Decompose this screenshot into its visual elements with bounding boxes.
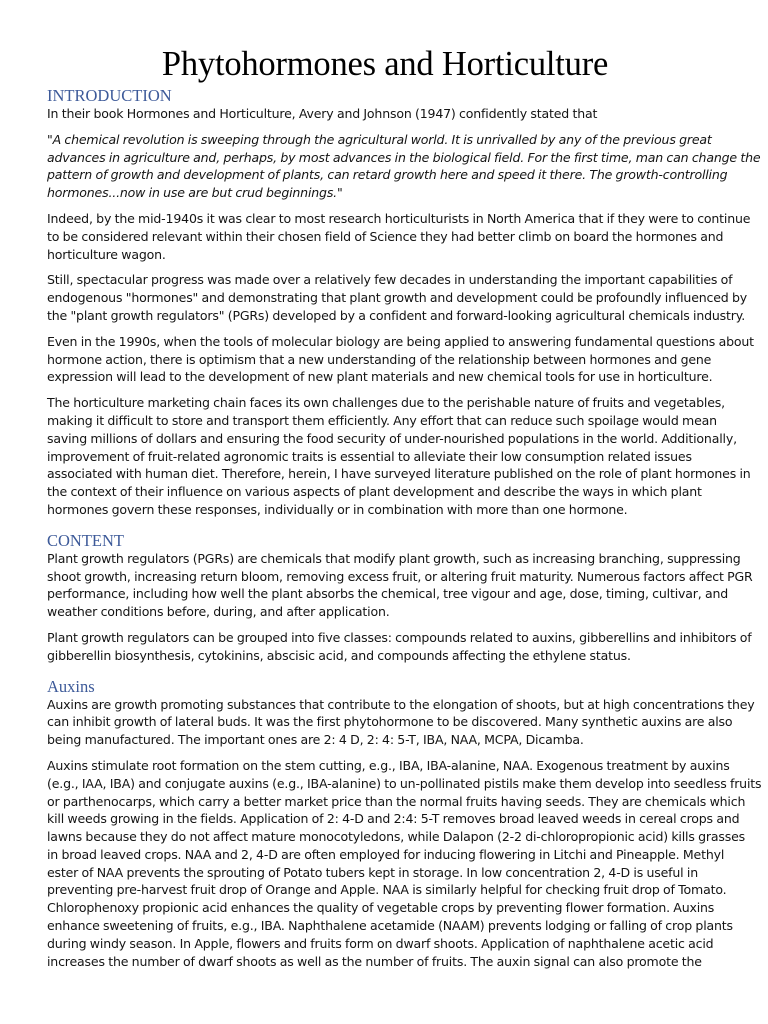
text-line: advances in agriculture and, perhaps, by most advances in the biological field. For the first time, man can change the	[47, 149, 761, 165]
text-line: enhance sweetening of fruits, e.g., IBA. Naphthalene acetamide (NAAM) prevents lodging or falling of crop plants	[47, 918, 733, 934]
text-line: increases the number of dwarf shoots as well as the number of fruits. The auxin signal can also promote the	[47, 953, 702, 969]
section-heading-auxins: Auxins	[47, 676, 95, 696]
text-line: The horticulture marketing chain faces its own challenges due to the perishable nature of fruits and vegetables,	[47, 395, 725, 411]
text-line: Indeed, by the mid-1940s it was clear to most research horticulturists in North America that if they were to continue	[47, 210, 751, 226]
content-paragraph-1	[47, 550, 753, 621]
text-line: horticulture wagon.	[47, 246, 166, 262]
text-line: the "plant growth regulators" (PGRs) developed by a confident and forward-looking agricultural chemicals industry.	[47, 307, 746, 323]
intro-paragraph-4	[47, 394, 751, 519]
text-line: lawns because they do not affect mature monocotyledons, while Dalapon (2-2 di-chloropropionic acid) kills grasses	[47, 829, 745, 845]
section-heading-introduction: INTRODUCTION	[47, 86, 172, 105]
intro-lead-paragraph	[47, 105, 723, 123]
text-line: expression will lead to the development of new plant materials and new chemical tools for use in horticulture.	[47, 369, 713, 385]
intro-paragraph-2	[47, 271, 747, 324]
content-paragraph-2	[47, 629, 752, 665]
text-line: hormones govern these responses, individually or in combination with more than one hormone.	[47, 501, 628, 517]
text-line: weather conditions before, during, and after application.	[47, 604, 390, 620]
text-line: hormone action, there is optimism that a new understanding of the relationship between hormones and gene	[47, 351, 712, 367]
text-line: hormones...now in use are but crud beginnings."	[47, 185, 343, 201]
text-line: or parthenocarps, which carry a better market price than the normal fruits having seeds. They are chemicals which	[47, 793, 746, 809]
intro-paragraph-1	[47, 210, 751, 263]
text-line: ester of NAA prevents the sprouting of Potato tubers kept in storage. In low concentration 2, 4-D is useful in	[47, 864, 698, 880]
section-heading-content: CONTENT	[47, 530, 124, 550]
text-line: being manufactured. The important ones are 2: 4 D, 2: 4: 5-T, IBA, NAA, MCPA, Dicamba.	[47, 732, 584, 748]
text-line: the context of their influence on various aspects of plant development and describe the ways in which plant	[47, 484, 702, 500]
text-line: preventing pre-harvest fruit drop of Orange and Apple. NAA is similarly helpful for checking fruit drop of Tomato.	[47, 882, 727, 898]
text-line: pattern of growth and development of plants, can retard growth here and speed it there. The growth-controlling	[47, 167, 728, 183]
text-line: Plant growth regulators (PGRs) are chemicals that modify plant growth, such as increasing branching, suppressing	[47, 550, 741, 566]
text-line: Auxins are growth promoting substances that contribute to the elongation of shoots, but at high concentrations they	[47, 696, 755, 712]
text-line: Even in the 1990s, when the tools of molecular biology are being applied to answering fundamental questions about	[47, 333, 754, 349]
document-title: Phytohormones and Horticulture	[161, 45, 609, 83]
text-line: In their book Hormones and Horticulture, Avery and Johnson (1947) confidently stated that	[47, 106, 598, 121]
text-line: saving millions of dollars and ensuring the food security of under-nourished populations in the world. Additionally,	[47, 430, 737, 446]
text-line: Chlorophenoxy propionic acid enhances the quality of vegetable crops by preventing flower formation. Auxins	[47, 900, 715, 916]
text-line: "A chemical revolution is sweeping through the agricultural world. It is unrivalled by any of the previous great	[47, 131, 712, 147]
text-line: (e.g., IAA, IBA) and conjugate auxins (e.g., IBA-alanine) to un-pollinated pistils make them develop into seedless fruits	[47, 775, 762, 791]
text-line: gibberellin biosynthesis, cytokinins, abscisic acid, and compounds affecting the ethylene status.	[47, 647, 631, 663]
text-line: to be considered relevant within their chosen field of Science they had better climb on board the hormones and	[47, 228, 724, 244]
auxins-paragraph-2	[47, 757, 762, 971]
intro-paragraph-3	[47, 333, 754, 386]
text-line: endogenous "hormones" and demonstrating that plant growth and development could be profoundly influenced by	[47, 290, 747, 306]
text-line: associated with human diet. Therefore, herein, I have surveyed literature published on the role of plant hormones in	[47, 466, 751, 482]
text-line: Auxins stimulate root formation on the stem cutting, e.g., IBA, IBA-alanine, NAA. Exogenous treatment by auxins	[47, 757, 730, 773]
text-line: in broad leaved crops. NAA and 2, 4-D are often employed for inducing flowering in Litchi and Pineapple. Methyl	[47, 846, 725, 862]
document-page	[47, 0, 762, 970]
intro-quote-paragraph	[47, 131, 761, 202]
text-line: performance, including how well the plant absorbs the chemical, tree vigour and age, dose, timing, cultivar, and	[47, 586, 729, 602]
text-line: during windy season. In Apple, flowers and fruits form on dwarf shoots. Application of naphthalene acetic acid	[47, 935, 714, 951]
text-line: shoot growth, increasing return bloom, removing excess fruit, or altering fruit maturity. Numerous factors affect PGR	[47, 568, 753, 584]
text-line: kill weeds growing in the fields. Application of 2: 4-D and 2:4: 5-T removes broad leaved weeds in cereal crops and	[47, 811, 740, 827]
text-line: can inhibit growth of lateral buds. It was the first phytohormone to be discovered. Many synthetic auxins are also	[47, 714, 733, 730]
text-line: Still, spectacular progress was made over a relatively few decades in understanding the important capabilities of	[47, 272, 733, 288]
text-line: improvement of fruit-related agronomic traits is essential to alleviate their low consumption related issues	[47, 448, 692, 464]
text-line: making it difficult to store and transport them efficiently. Any effort that can reduce such spoilage would mean	[47, 412, 717, 428]
auxins-paragraph-1	[47, 696, 755, 749]
text-line: Plant growth regulators can be grouped into five classes: compounds related to auxins, gibberellins and inhibitors of	[47, 629, 752, 645]
